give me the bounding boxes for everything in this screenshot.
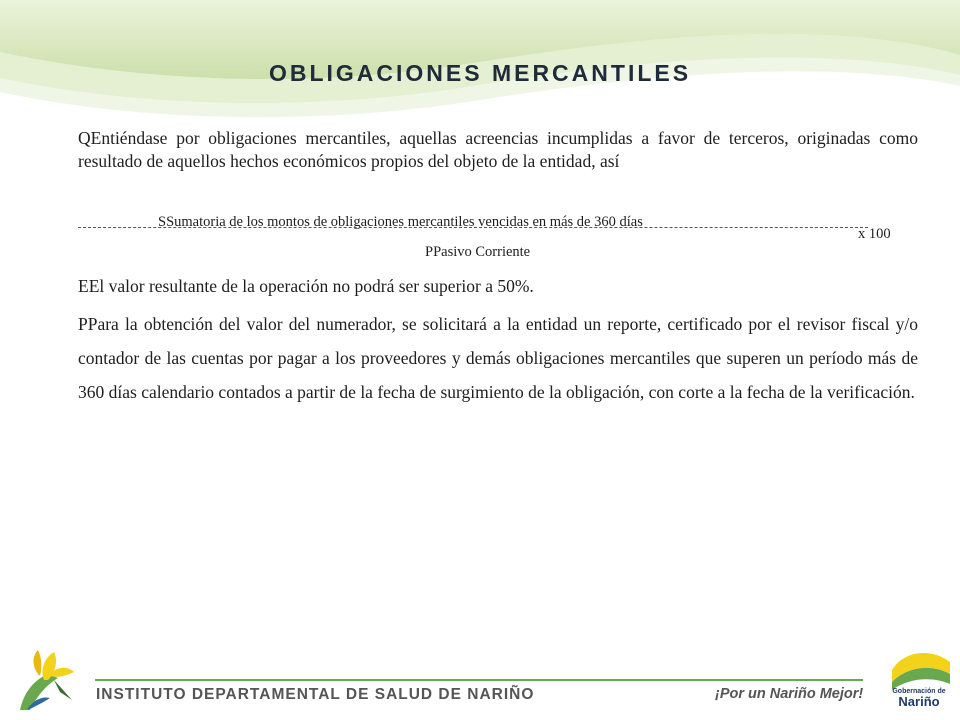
definition-paragraph: QEntiéndase por obligaciones mercantiles, aquellas acreencias incumplidas a favor de terceros, originadas como resultado de aquellos hechos económicos propios del objeto de la entidad, así [78, 128, 918, 171]
footer-divider [95, 679, 863, 681]
gobernacion-logo-line1: Gobernación de [892, 688, 946, 695]
gobernacion-logo-line2: Nariño [898, 694, 940, 709]
flower-bird-logo-icon [14, 644, 76, 712]
formula-multiplier: x 100 [858, 226, 891, 242]
gobernacion-logo-text [880, 688, 958, 708]
formula-numerator: SSumatoria de los montos de obligaciones mercantiles vencidas en más de 360 días [158, 214, 643, 230]
footer-institution-name: INSTITUTO DEPARTAMENTAL DE SALUD DE NARIÑO [96, 686, 535, 703]
footer-slogan: ¡Por un Nariño Mejor! [715, 686, 864, 702]
slide-title: OBLIGACIONES MERCANTILES [268, 60, 692, 86]
limit-paragraph: EEl valor resultante de la operación no podrá ser superior a 50%. [78, 276, 534, 296]
formula-fraction-line [78, 227, 868, 228]
formula-denominator: PPasivo Corriente [425, 244, 531, 260]
numerator-paragraph: PPara la obtención del valor del numerador, se solicitará a la entidad un reporte, certificado por el revisor fiscal y/o contador de las cuentas por pagar a los proveedores y demás obligaciones mercantiles que superen un período más de 360 días calendario contados a partir de la fecha de surgimiento de la obligación, con corte a la fecha de la verificación. [78, 314, 918, 402]
